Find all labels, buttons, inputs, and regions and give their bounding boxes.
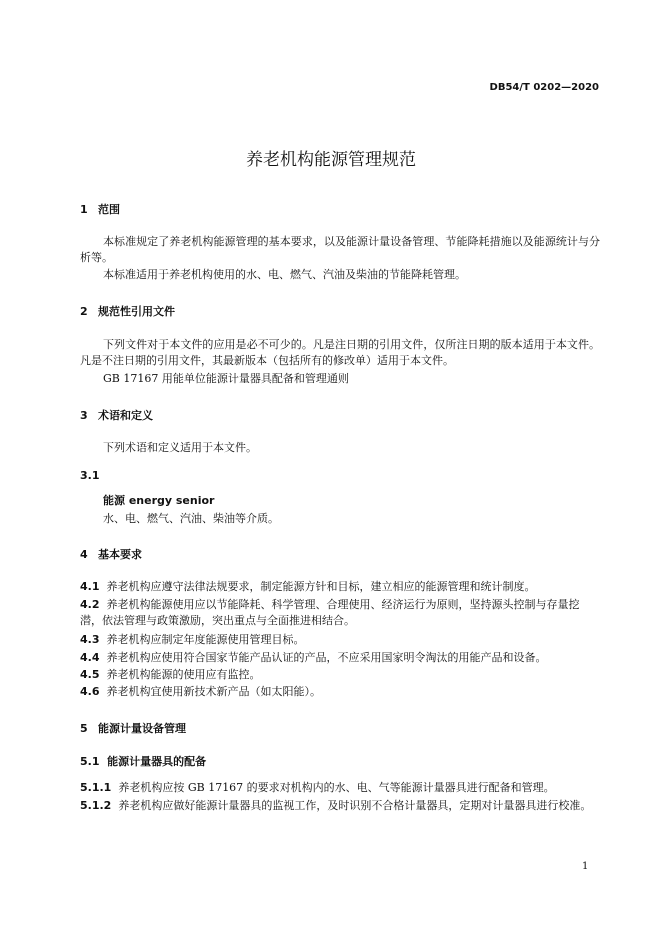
subsection-title: 能源计量器具的配备 [107, 755, 207, 768]
clause-4-3 [80, 632, 600, 648]
clause-text: 养老机构能源的使用应有监控。 [106, 668, 261, 681]
section-number: 1 [80, 203, 88, 216]
clause-4-4 [80, 650, 600, 666]
clause-number: 5.1.2 [80, 799, 112, 812]
document-title: 养老机构能源管理规范 [246, 150, 416, 170]
section-3-paragraph-1: 下列术语和定义适用于本文件。 [103, 441, 257, 454]
section-number: 2 [80, 305, 88, 318]
section-title: 规范性引用文件 [98, 305, 175, 318]
clause-text: 养老机构应使用符合国家节能产品认证的产品，不应采用国家明令淘汰的用能产品和设备。 [106, 651, 547, 664]
clause-text: 养老机构应遵守法律法规要求，制定能源方针和目标，建立相应的能源管理和统计制度。 [106, 580, 536, 593]
section-number: 3 [80, 409, 88, 422]
section-4-heading [80, 546, 142, 562]
clause-4-5 [80, 667, 600, 683]
clause-text: 养老机构应做好能源计量器具的监视工作，及时识别不合格计量器具，定期对计量器具进行校准。 [118, 799, 592, 812]
document-code: DB54/T 0202—2020 [489, 82, 599, 93]
clause-5-1-1 [80, 780, 600, 796]
clause-text: 养老机构应按 GB 17167 的要求对机构内的水、电、气等能源计量器具进行配备和管理。 [118, 781, 555, 794]
section-1-paragraph-2: 本标准适用于养老机构使用的水、电、燃气、汽油及柴油的节能降耗管理。 [103, 268, 466, 281]
page-number: 1 [582, 861, 589, 872]
section-number: 5 [80, 722, 88, 735]
clause-number: 4.1 [80, 580, 100, 593]
clause-number: 4.6 [80, 685, 100, 698]
section-1-heading [80, 201, 120, 217]
section-title: 术语和定义 [98, 409, 153, 422]
clause-4-6 [80, 684, 600, 700]
term-definition: 水、电、燃气、汽油、柴油等介质。 [103, 512, 279, 525]
clause-number: 4.5 [80, 668, 100, 681]
clause-4-1 [80, 579, 600, 595]
clause-4-2 [80, 597, 600, 629]
section-title: 范围 [98, 203, 120, 216]
normative-reference: GB 17167 用能单位能源计量器具配备和管理通则 [103, 372, 349, 385]
clause-text: 养老机构能源使用应以节能降耗、科学管理、合理使用、经济运行为原则，坚持源头控制与存量挖潜，依法管理与政策激励，突出重点与全面推进相结合。 [80, 598, 580, 627]
section-title: 能源计量设备管理 [98, 722, 186, 735]
section-title: 基本要求 [98, 548, 142, 561]
clause-number: 4.3 [80, 633, 100, 646]
clause-5-1-2 [80, 798, 600, 814]
clause-number: 4.2 [80, 598, 100, 611]
clause-number: 4.4 [80, 651, 100, 664]
term-number: 3.1 [80, 469, 100, 482]
clause-text: 养老机构宜使用新技术新产品（如太阳能）。 [106, 685, 321, 698]
subsection-number: 5.1 [80, 755, 100, 768]
section-2-heading [80, 303, 175, 319]
section-2-paragraph-1: 下列文件对于本文件的应用是必不可少的。凡是注日期的引用文件，仅所注日期的版本适用于本文件。凡是不注日期的引用文件，其最新版本（包括所有的修改单）适用于本文件。 [80, 338, 600, 367]
clause-text: 养老机构应制定年度能源使用管理目标。 [106, 633, 305, 646]
term-name: 能源 energy senior [103, 494, 215, 507]
subsection-5-1-heading [80, 753, 206, 769]
section-5-heading [80, 720, 186, 736]
clause-number: 5.1.1 [80, 781, 112, 794]
section-3-heading [80, 407, 153, 423]
section-1-paragraph-1: 本标准规定了养老机构能源管理的基本要求，以及能源计量设备管理、节能降耗措施以及能源统计与分析等。 [80, 235, 600, 264]
section-number: 4 [80, 548, 88, 561]
